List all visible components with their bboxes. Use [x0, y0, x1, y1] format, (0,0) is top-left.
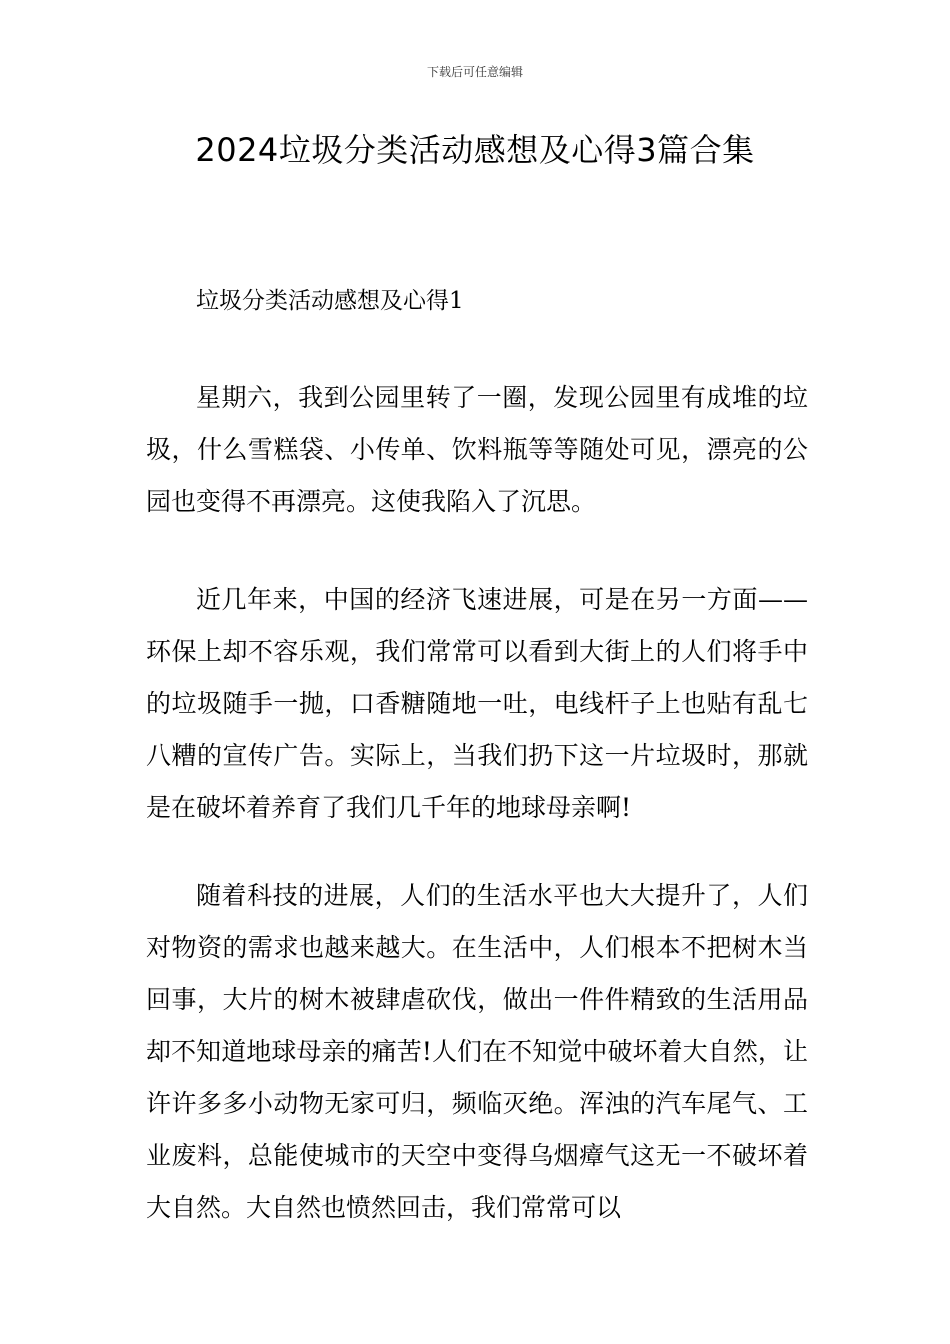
header-note: 下载后可任意编辑 [426, 65, 523, 79]
paragraph: 随着科技的进展，人们的生活水平也大大提升了，人们对物资的需求也越来越大。在生活中，人们根本不把树木当回事，大片的树木被肆虐砍伐，做出一件件精致的生活用品却不知道地球母亲的痛苦!人们在不知觉中破坏着大自然，让许许多多小动物无家可归，频临灭绝。浑浊的汽车尾气、工业废料，总能使城市的天空中变得乌烟瘴气这无一不破坏着大自然。大自然也愤然回击，我们常常可以 [146, 881, 808, 1222]
paragraph: 近几年来，中国的经济飞速进展，可是在另一方面——环保上却不容乐观，我们常常可以看到大街上的人们将手中的垃圾随手一抛，口香糖随地一吐，电线杆子上也贴有乱七八糟的宣传广告。实际上，当我们扔下这一片垃圾时，那就是在破坏着养育了我们几千年的地球母亲啊! [146, 585, 808, 822]
document-title: 2024垃圾分类活动感想及心得3篇合集 [195, 131, 755, 169]
paragraph: 星期六，我到公园里转了一圈，发现公园里有成堆的垃圾，什么雪糕袋、小传单、饮料瓶等等随处可见，漂亮的公园也变得不再漂亮。这使我陷入了沉思。 [146, 383, 808, 516]
section-heading: 垃圾分类活动感想及心得1 [196, 288, 464, 314]
